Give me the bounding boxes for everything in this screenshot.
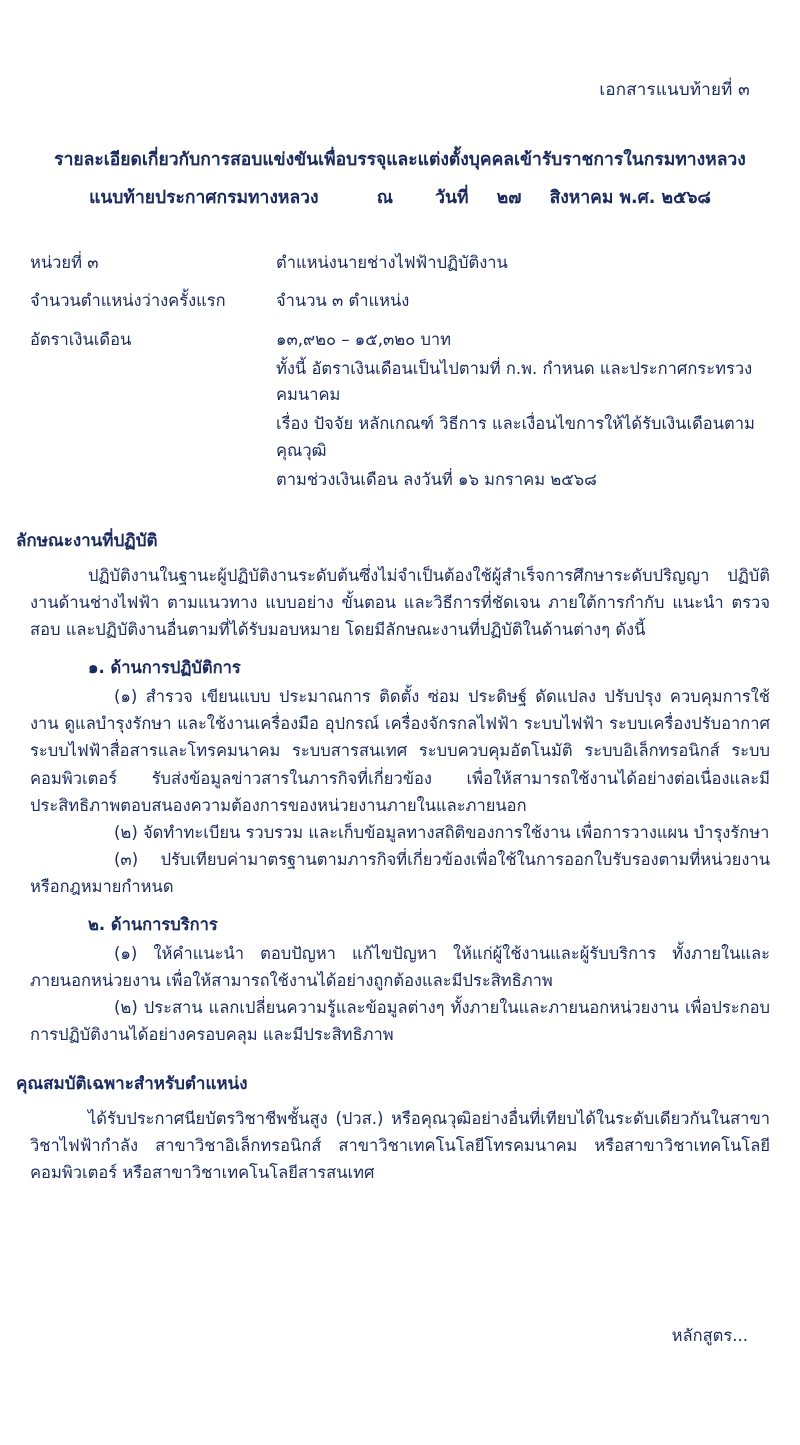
table-row-salary-note-2 — [30, 411, 770, 466]
date-label: วันที่ — [435, 188, 469, 209]
qualifications-heading: คุณสมบัติเฉพาะสำหรับตำแหน่ง — [16, 1073, 248, 1094]
qualifications-block — [30, 1105, 770, 1186]
document-title-block — [30, 147, 770, 212]
duties-section-1-item-2: (๒) จัดทำทะเบียน รวบรวม และเก็บข้อมูลทางสถิติของการใช้งาน เพื่อการวางแผน บำรุงรักษา — [114, 822, 770, 842]
unit-value: ตำแหน่งนายช่างไฟฟ้าปฏิบัติงาน — [276, 252, 508, 272]
duties-section-2-heading: ๒. ด้านการบริการ — [88, 914, 218, 934]
salary-note-3: ตามช่วงเงินเดือน ลงวันที่ ๑๖ มกราคม ๒๕๖๘ — [276, 469, 597, 489]
duties-section-1-item-3: (๓) ปรับเทียบค่ามาตรฐานตามภารกิจที่เกี่ยวข้องเพื่อใช้ในการออกใบรับรองตามที่หน่วยงาน หรือกฎหมายกำหนด — [30, 849, 770, 896]
duties-section-1-heading: ๑. ด้านการปฏิบัติการ — [88, 658, 241, 678]
document-title-line-2 — [30, 185, 770, 211]
position-info-table — [30, 250, 770, 506]
salary-note-1: ทั้งนี้ อัตราเงินเดือนเป็นไปตามที่ ก.พ. กำหนด และประกาศกระทรวงคมนาคม — [276, 358, 753, 405]
spacer-cell — [30, 467, 270, 506]
table-row-unit — [30, 250, 770, 289]
document-title-line-1: รายละเอียดเกี่ยวกับการสอบแข่งขันเพื่อบรรจุและแต่งตั้งบุคคลเข้ารับราชการในกรมทางหลวง — [54, 150, 746, 170]
salary-value: ๑๓,๙๒๐ – ๑๕,๓๒๐ บาท — [276, 329, 452, 349]
salary-note-2: เรื่อง ปัจจัย หลักเกณฑ์ วิธีการ และเงื่อนไขการให้ได้รับเงินเดือนตามคุณวุฒิ — [276, 414, 755, 460]
table-row-salary-note-1 — [30, 356, 770, 411]
announcement-source: แนบท้ายประกาศกรมทางหลวง — [89, 188, 319, 209]
spacer-cell — [30, 356, 270, 411]
table-row-salary-note-3 — [30, 467, 770, 506]
attachment-label: เอกสารแนบท้ายที่ ๓ — [599, 80, 750, 100]
vacancy-value: จำนวน ๓ ตำแหน่ง — [276, 291, 410, 311]
duties-section-2-item-1: (๑) ให้คำแนะนำ ตอบปัญหา แก้ไขปัญหา ให้แก่ผู้ใช้งานและผู้รับบริการ ทั้งภายในและภายนอกหน่วยงาน เพื่อให้สามารถใช้งานได้อย่างถูกต้องและมีประสิทธิภาพ — [30, 943, 770, 990]
qualifications-text: ได้รับประกาศนียบัตรวิชาชีพชั้นสูง (ปวส.) หรือคุณวุฒิอย่างอื่นที่เทียบได้ในระดับเดียวกันในสาขาวิชาไฟฟ้ากำลัง สาขาวิชาอิเล็กทรอนิกส์ สาขาวิชาเทคโนโลยีโทรคมนาคม หรือสาขาวิชาเทคโนโลยีคอมพิวเตอร์ หรือสาขาวิชาเทคโนโลยีสารสนเทศ — [30, 1108, 770, 1183]
date-day: ๒๗ — [496, 188, 522, 209]
date-month-year: สิงหาคม พ.ศ. ๒๕๖๘ — [549, 188, 711, 209]
duties-heading: ลักษณะงานที่ปฏิบัติ — [16, 531, 158, 552]
duties-section-2-item-2: (๒) ประสาน แลกเปลี่ยนความรู้และข้อมูลต่างๆ ทั้งภายในและภายนอกหน่วยงาน เพื่อประกอบการปฏิบัติงานได้อย่างครอบคลุม และมีประสิทธิภาพ — [30, 997, 770, 1044]
duties-section-1-item-1: (๑) สำรวจ เขียนแบบ ประมาณการ ติดตั้ง ซ่อม ประดิษฐ์ ดัดแปลง ปรับปรุง ควบคุมการใช้งาน ดูแลบำรุงรักษา และใช้งานเครื่องมือ อุปกรณ์ เครื่องจักรกลไฟฟ้า ระบบไฟฟ้า ระบบเครื่องปรับอากาศ ระบบไฟฟ้าสื่อสารและโทรคมนาคม ระบบสารสนเทศ ระบบควบคุมอัตโนมัติ ระบบอิเล็กทรอนิกส์ ระบบคอมพิวเตอร์ รับส่งข้อมูลข่าวสารในภารกิจที่เกี่ยวข้อง เพื่อให้สามารถใช้งานได้อย่างต่อเนื่องและมีประสิทธิภาพตอบสนองความต้องการของหน่วยงานภายในและภายนอก — [30, 687, 770, 815]
spacer-cell — [30, 411, 270, 466]
table-row-vacancy — [30, 288, 770, 327]
table-row-salary — [30, 327, 770, 356]
duties-intro: ปฏิบัติงานในฐานะผู้ปฏิบัติงานระดับต้นซึ่งไม่จำเป็นต้องใช้ผู้สำเร็จการศึกษาระดับปริญญา ปฏิบัติงานด้านช่างไฟฟ้า ตามแนวทาง แบบอย่าง ขั้นตอน และวิธีการที่ชัดเจน ภายใต้การกำกับ แนะนำ ตรวจสอบ และปฏิบัติงานอื่นตามที่ได้รับมอบหมาย โดยมีลักษณะงานที่ปฏิบัติในด้านต่างๆ ดังนี้ — [30, 566, 770, 640]
salary-label: อัตราเงินเดือน — [30, 329, 132, 349]
continuation-note: หลักสูตร... — [671, 1326, 748, 1345]
vacancy-label: จำนวนตำแหน่งว่างครั้งแรก — [30, 291, 226, 311]
duties-intro-block — [30, 562, 770, 643]
unit-label: หน่วยที่ ๓ — [30, 252, 99, 272]
date-prefix-na: ณ — [376, 188, 393, 209]
